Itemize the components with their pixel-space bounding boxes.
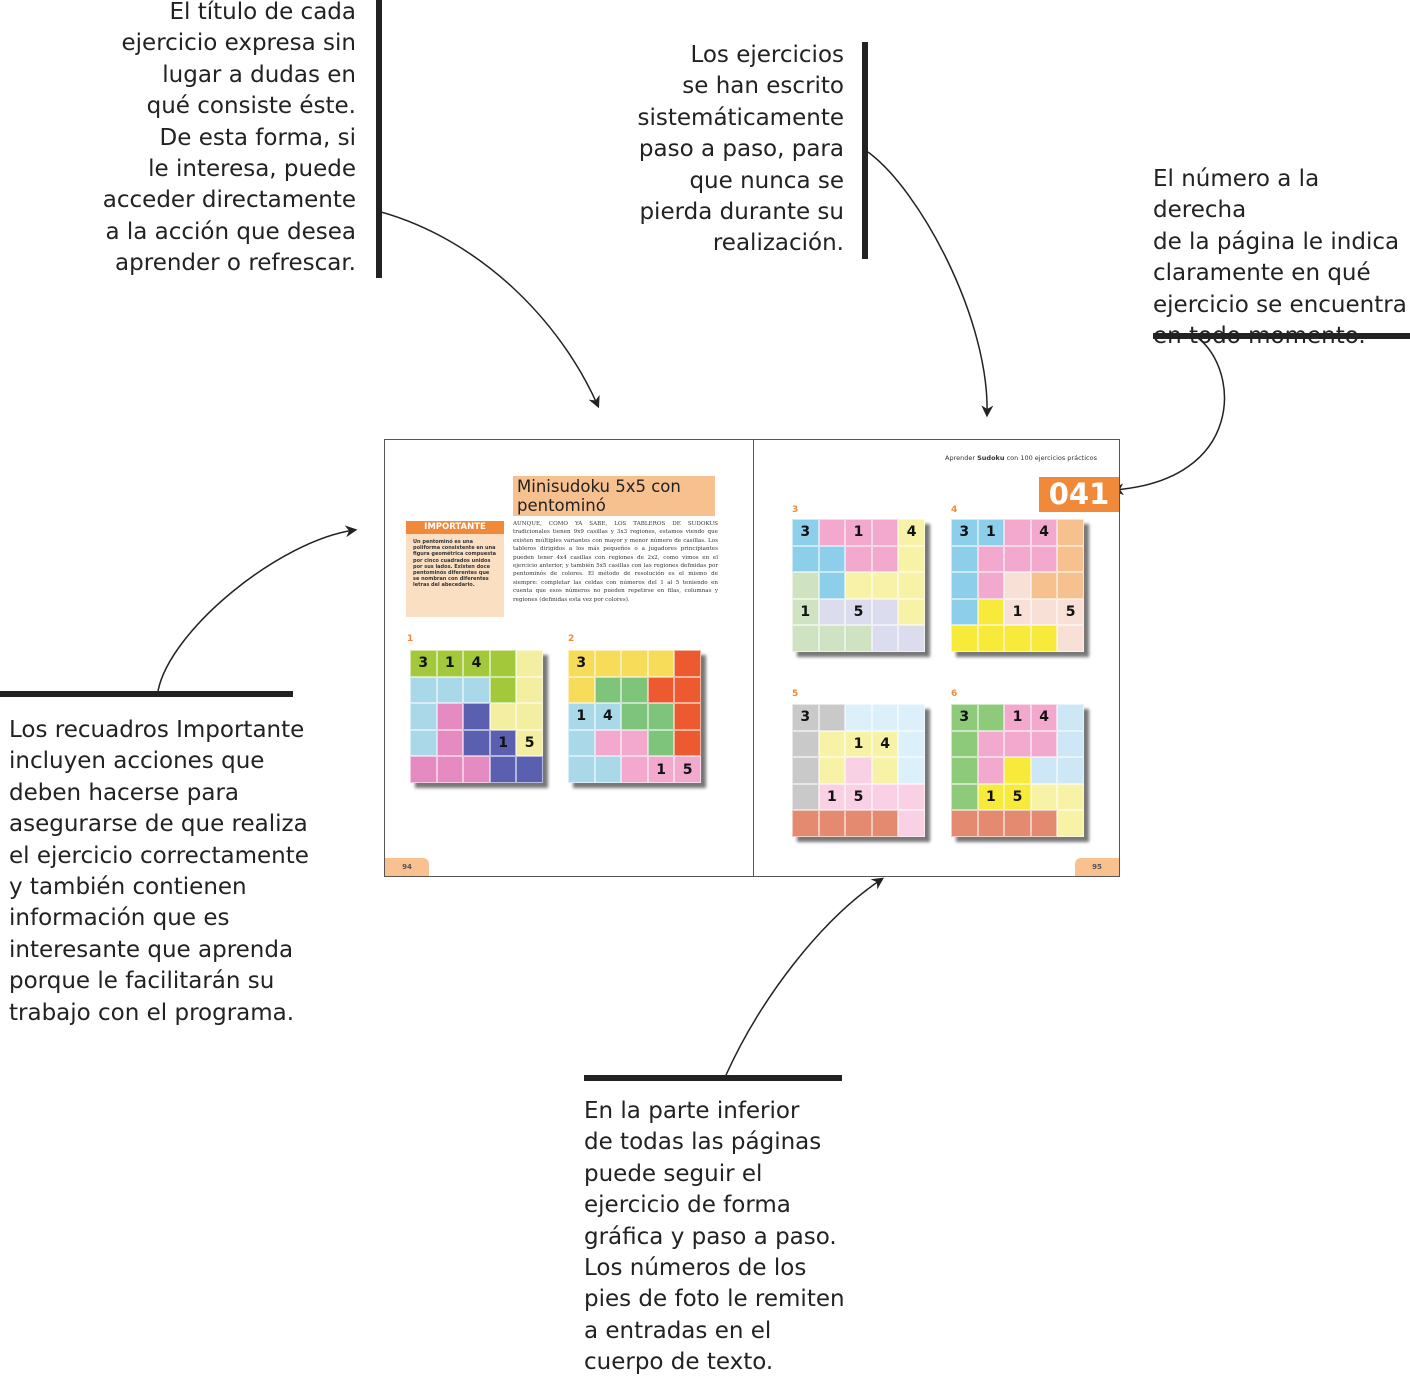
sudoku-cell (898, 546, 925, 573)
sudoku-cell (463, 677, 490, 704)
figure-label: 6 (951, 689, 958, 699)
sudoku-cell (410, 703, 437, 730)
sudoku-cell (845, 625, 872, 652)
sudoku-cell (410, 730, 437, 757)
header-post: con 100 ejercicios prácticos (1006, 454, 1097, 462)
sudoku-cell (595, 730, 622, 757)
sudoku-cell (674, 677, 701, 704)
sudoku-cell (1057, 784, 1084, 811)
sudoku-cell (1004, 519, 1031, 546)
sudoku-cell (1031, 784, 1058, 811)
sudoku-cell (872, 625, 899, 652)
sudoku-cell (951, 546, 978, 573)
sudoku-cell (1004, 625, 1031, 652)
callout-steps-bar (862, 42, 868, 259)
sudoku-cell: 1 (845, 731, 872, 758)
sudoku-cell: 1 (792, 599, 819, 626)
sudoku-cell (516, 703, 543, 730)
sudoku-cell (1031, 625, 1058, 652)
sudoku-cell (1031, 546, 1058, 573)
sudoku-cell: 1 (1004, 599, 1031, 626)
sudoku-cell (951, 625, 978, 652)
sudoku-cell (898, 599, 925, 626)
sudoku-cell (490, 650, 517, 677)
sudoku-cell: 1 (978, 519, 1005, 546)
sudoku-cell: 1 (437, 650, 464, 677)
sudoku-cell (516, 756, 543, 783)
sudoku-cell (819, 519, 846, 546)
sudoku-cell (1031, 599, 1058, 626)
sudoku-cell (674, 730, 701, 757)
sudoku-cell (845, 810, 872, 837)
sudoku-cell (792, 757, 819, 784)
running-header (945, 454, 1105, 462)
sudoku-cell (595, 677, 622, 704)
sudoku-cell (819, 731, 846, 758)
sudoku-cell (1004, 810, 1031, 837)
callout-bottom-text: En la parte inferior de todas las páginas puede seguir el ejercicio de forma gráfica y paso a paso. Los números de los pies de foto le remiten a entradas en el cuerpo de texto. (584, 1098, 845, 1376)
sudoku-cell (648, 703, 675, 730)
callout-important-text: Los recuadros Importante incluyen acciones que deben hacerse para asegurarse de que realiza el ejercicio correctamente y también contienen información que es interesante que aprenda porque le facilitarán su trabajo con el programa. (9, 717, 309, 1026)
sudoku-cell: 4 (463, 650, 490, 677)
callout-title-text: El título de cada ejercicio expresa sin lugar a dudas en qué consiste éste. De esta forma, si le interesa, puede acceder directamente a la acción que desea aprender o refrescar. (102, 0, 356, 277)
important-label: IMPORTANTE (406, 521, 504, 534)
sudoku-cell (792, 784, 819, 811)
sudoku-cell (437, 756, 464, 783)
sudoku-cell (410, 756, 437, 783)
sudoku-cell: 4 (898, 519, 925, 546)
sudoku-cell (621, 756, 648, 783)
sudoku-cell: 5 (1004, 784, 1031, 811)
sudoku-cell (516, 650, 543, 677)
sudoku-cell: 5 (674, 756, 701, 783)
sudoku-cell: 3 (410, 650, 437, 677)
sudoku-cell (463, 730, 490, 757)
header-bold: Sudoku (977, 454, 1005, 462)
sudoku-cell: 5 (1057, 599, 1084, 626)
figure-label: 4 (951, 505, 958, 515)
header-pre: Aprender (945, 454, 976, 462)
sudoku-grid (951, 704, 1084, 837)
sudoku-grid (792, 519, 925, 652)
sudoku-cell: 3 (951, 519, 978, 546)
sudoku-cell (872, 704, 899, 731)
sudoku-cell: 5 (516, 730, 543, 757)
sudoku-cell (872, 572, 899, 599)
sudoku-cell (1057, 572, 1084, 599)
sudoku-cell: 1 (648, 756, 675, 783)
sudoku-cell (819, 704, 846, 731)
sudoku-cell: 4 (872, 731, 899, 758)
sudoku-cell (898, 731, 925, 758)
sudoku-cell (568, 677, 595, 704)
sudoku-cell (490, 703, 517, 730)
sudoku-cell (1004, 546, 1031, 573)
figure-label: 1 (407, 634, 414, 644)
sudoku-cell (1031, 757, 1058, 784)
sudoku-grid (792, 704, 925, 837)
sudoku-cell (978, 810, 1005, 837)
left-page-number: 94 (385, 858, 429, 876)
sudoku-cell (648, 730, 675, 757)
sudoku-cell: 1 (1004, 704, 1031, 731)
important-box (406, 521, 504, 617)
sudoku-cell: 1 (978, 784, 1005, 811)
sudoku-cell (819, 757, 846, 784)
sudoku-cell (898, 810, 925, 837)
sudoku-cell (951, 572, 978, 599)
sudoku-cell (872, 810, 899, 837)
figure-label: 2 (568, 634, 575, 644)
sudoku-cell (1004, 572, 1031, 599)
sudoku-cell: 1 (490, 730, 517, 757)
sudoku-cell (648, 677, 675, 704)
sudoku-cell (951, 599, 978, 626)
callout-title-bar (376, 0, 382, 278)
sudoku-cell (568, 756, 595, 783)
sudoku-cell (872, 784, 899, 811)
sudoku-cell (898, 757, 925, 784)
sudoku-cell: 4 (1031, 704, 1058, 731)
sudoku-cell (951, 784, 978, 811)
sudoku-cell (792, 546, 819, 573)
sudoku-cell (872, 757, 899, 784)
sudoku-cell (951, 810, 978, 837)
sudoku-cell (437, 730, 464, 757)
sudoku-grid (410, 650, 543, 783)
sudoku-cell (516, 677, 543, 704)
right-page-number: 95 (1075, 858, 1119, 876)
sudoku-cell (845, 757, 872, 784)
sudoku-cell (621, 703, 648, 730)
book-spine (753, 440, 754, 876)
sudoku-cell (1057, 731, 1084, 758)
sudoku-cell (819, 810, 846, 837)
sudoku-cell: 3 (792, 519, 819, 546)
sudoku-cell (819, 546, 846, 573)
sudoku-cell (437, 677, 464, 704)
figure-label: 5 (792, 689, 799, 699)
sudoku-cell (845, 546, 872, 573)
sudoku-cell (978, 757, 1005, 784)
sudoku-cell (568, 730, 595, 757)
book-spread (384, 439, 1120, 877)
sudoku-cell: 1 (845, 519, 872, 546)
sudoku-cell (595, 756, 622, 783)
sudoku-cell (845, 572, 872, 599)
sudoku-cell (1004, 757, 1031, 784)
sudoku-cell (1057, 625, 1084, 652)
sudoku-cell: 4 (1031, 519, 1058, 546)
callout-page-number-bar (1153, 333, 1410, 339)
sudoku-cell (898, 572, 925, 599)
sudoku-cell: 3 (792, 704, 819, 731)
exercise-title: Minisudoku 5x5 con pentominó (513, 476, 715, 516)
sudoku-cell (463, 756, 490, 783)
sudoku-cell (1031, 572, 1058, 599)
sudoku-cell (674, 650, 701, 677)
sudoku-cell (621, 650, 648, 677)
sudoku-cell (978, 599, 1005, 626)
sudoku-cell (1057, 519, 1084, 546)
sudoku-cell (1057, 704, 1084, 731)
arrow-bottom (726, 879, 882, 1075)
sudoku-cell (792, 810, 819, 837)
sudoku-cell (978, 704, 1005, 731)
sudoku-cell (1057, 757, 1084, 784)
sudoku-cell (621, 677, 648, 704)
sudoku-cell (1057, 810, 1084, 837)
sudoku-cell (792, 731, 819, 758)
arrow-steps (868, 152, 987, 415)
sudoku-cell (410, 677, 437, 704)
sudoku-grid (568, 650, 701, 783)
sudoku-cell (792, 572, 819, 599)
sudoku-cell (1057, 546, 1084, 573)
sudoku-cell (898, 704, 925, 731)
sudoku-cell (951, 757, 978, 784)
sudoku-cell: 3 (951, 704, 978, 731)
important-text: Un pentominó es una poliforma consistente en una figura geométrica compuesta por cinco cuadrados unidos por sus lados. Existen doce pentominós diferentes que se nombran con diferentes letras del abecedario. (413, 539, 496, 589)
sudoku-cell: 1 (819, 784, 846, 811)
callout-steps-text: Los ejercicios se han escrito sistemáticamente paso a paso, para que nunca se pierda durante su realización. (637, 42, 844, 257)
sudoku-cell (621, 730, 648, 757)
sudoku-cell (872, 599, 899, 626)
sudoku-cell: 4 (595, 703, 622, 730)
sudoku-cell (463, 703, 490, 730)
sudoku-cell (819, 572, 846, 599)
sudoku-cell: 3 (568, 650, 595, 677)
sudoku-cell (674, 703, 701, 730)
arrow-important (158, 530, 355, 691)
sudoku-cell (898, 625, 925, 652)
sudoku-cell (648, 650, 675, 677)
sudoku-cell (898, 784, 925, 811)
sudoku-cell (978, 572, 1005, 599)
sudoku-cell (437, 703, 464, 730)
callout-bottom-bar (584, 1075, 842, 1081)
sudoku-cell (819, 599, 846, 626)
figure-label: 3 (792, 505, 799, 515)
arrow-page-number (1114, 338, 1224, 490)
sudoku-cell (872, 546, 899, 573)
sudoku-cell (792, 625, 819, 652)
sudoku-cell (845, 704, 872, 731)
sudoku-cell (978, 546, 1005, 573)
callout-page-number-text: El número a la derecha de la página le indica claramente en qué ejercicio se encuentra (1153, 166, 1407, 318)
sudoku-cell (951, 731, 978, 758)
sudoku-cell (1031, 810, 1058, 837)
sudoku-cell (1004, 731, 1031, 758)
sudoku-cell (872, 519, 899, 546)
sudoku-cell (819, 625, 846, 652)
sudoku-grid (951, 519, 1084, 652)
sudoku-cell: 5 (845, 784, 872, 811)
exercise-number-badge: 041 (1039, 477, 1119, 512)
sudoku-cell (490, 677, 517, 704)
body-text: AUNQUE, COMO YA SABE, LOS TABLEROS DE SUDOKUS tradicionales tienen 9x9 casillas y 3x3 regiones, estamos viendo que existen múltiples variantes con mayor y menor número de casillas. Los tableros dirigidos a los más pequeños o a jugadores principiantes pueden tener 4x4 casillas con regiones de 2x2, como vimos en el ejercicio anterior, y también 5x5 casillas con las regiones definidas por pentominós de colores. El método de resolución es el mismo de siempre: completar las celdas con números del 1 al 5 teniendo en cuenta que esos números no pueden repetirse en filas, columnas y regiones (definidas esta vez por colores). (513, 521, 718, 603)
arrow-title (381, 212, 598, 406)
sudoku-cell (978, 625, 1005, 652)
sudoku-cell (978, 731, 1005, 758)
sudoku-cell: 1 (568, 703, 595, 730)
sudoku-cell (1031, 731, 1058, 758)
sudoku-cell (490, 756, 517, 783)
sudoku-cell: 5 (845, 599, 872, 626)
sudoku-cell (595, 650, 622, 677)
callout-important-bar (0, 691, 293, 697)
